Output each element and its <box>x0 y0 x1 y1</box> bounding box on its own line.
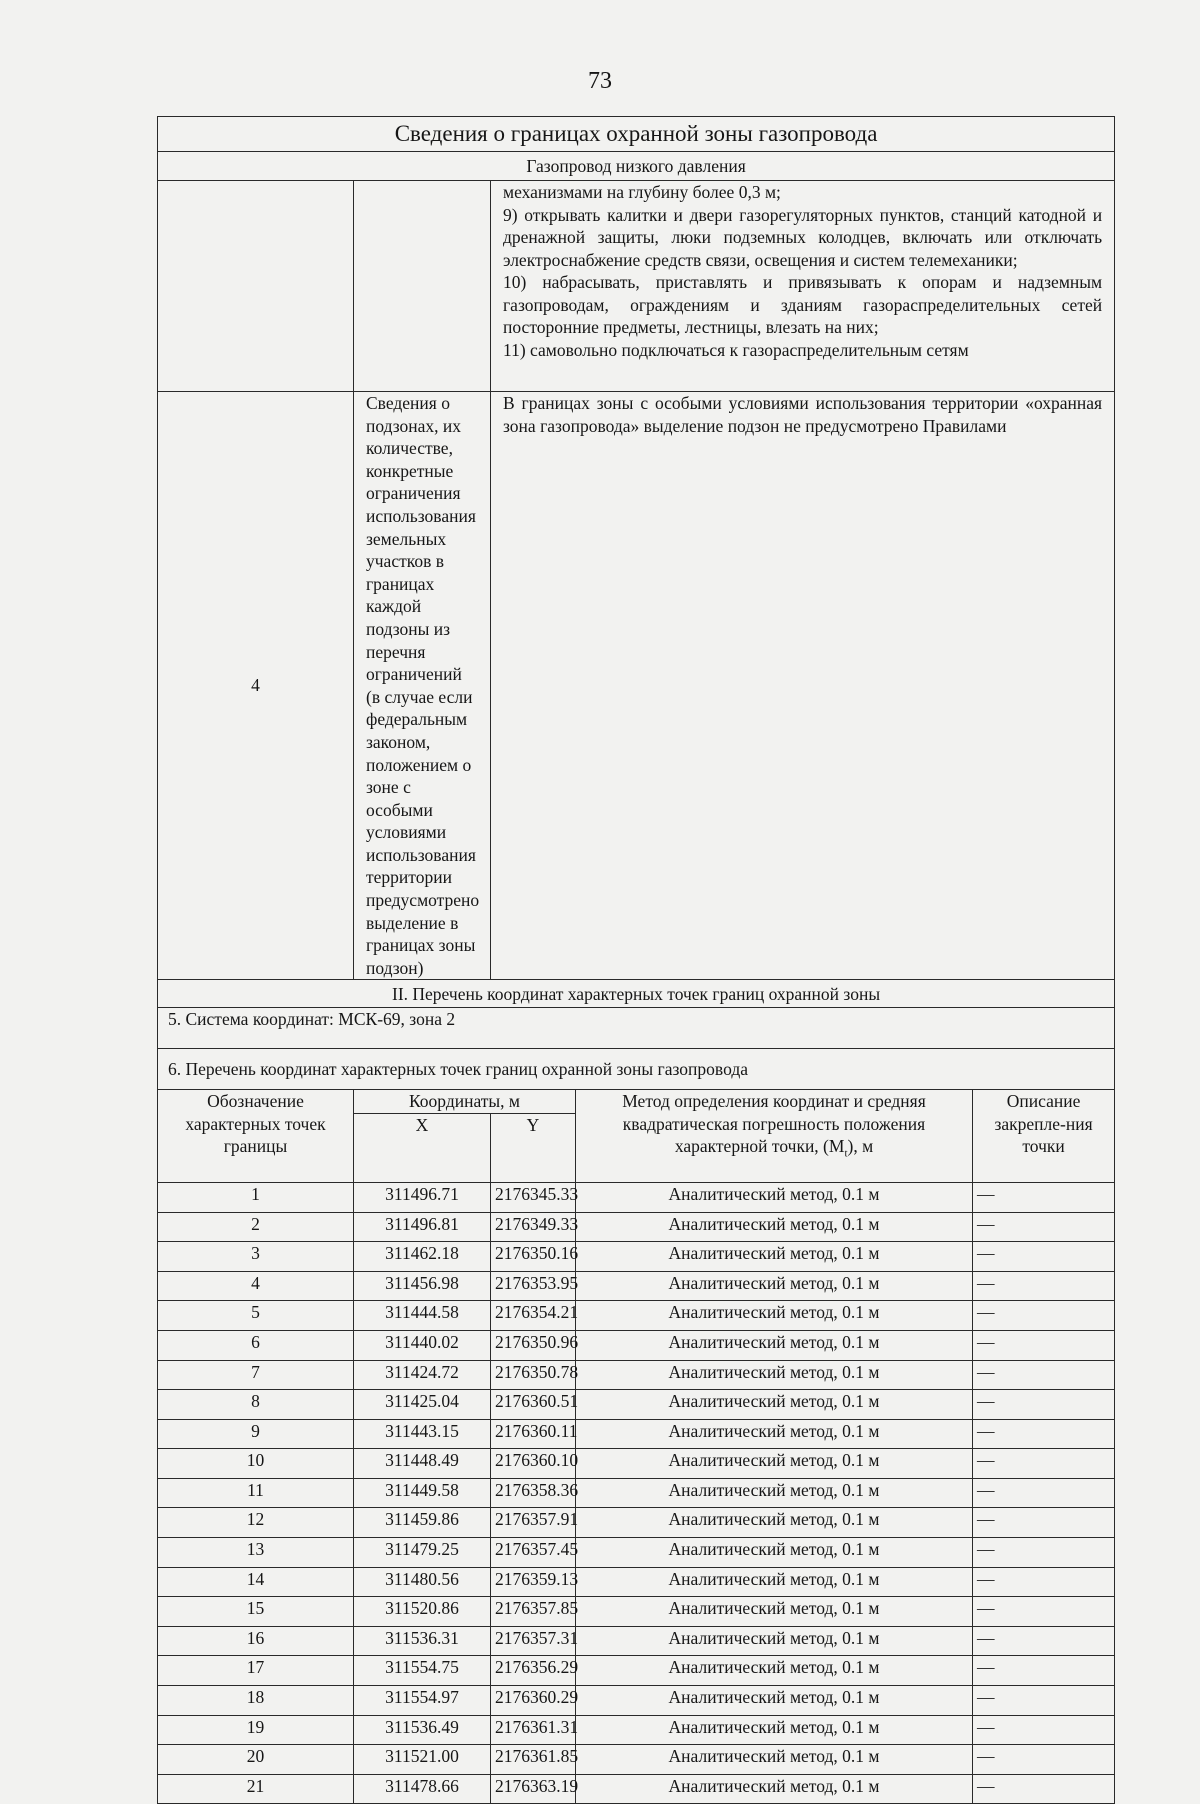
table-row <box>158 1478 1115 1508</box>
restriction-line: механизмами на глубину более 0,3 м; <box>503 182 781 202</box>
method-cell: Аналитический метод, 0.1 м <box>576 1686 973 1716</box>
coord-y: 2176350.96 <box>491 1330 576 1360</box>
coord-y: 2176360.51 <box>491 1390 576 1420</box>
table-row <box>158 1626 1115 1656</box>
table-row <box>158 1538 1115 1568</box>
description-cell: — <box>973 1478 1115 1508</box>
table-subtitle: Газопровод низкого давления <box>158 152 1115 181</box>
subzone-row <box>158 392 1115 980</box>
coord-x: 311449.58 <box>354 1478 491 1508</box>
coord-x: 311520.86 <box>354 1597 491 1627</box>
coord-x: 311496.81 <box>354 1212 491 1242</box>
coord-y: 2176345.33 <box>491 1182 576 1212</box>
restriction-line: 9) открывать калитки и двери газорегуляторных пунктов, станций катодной и дренажной защиты, люки подземных колодцев, включать или отключать электроснабжение средств связи, освещения и систем телемеханики; <box>503 204 1103 270</box>
header-point: Обозначение характерных точек границы <box>158 1090 354 1183</box>
table-row <box>158 1301 1115 1331</box>
subzone-label: Сведения о подзонах, их количестве, конкретные ограничения использования земельных участков в границах каждой подзоны из перечня ограничений (в случае если федеральным законом, положением о зоне с особыми условиями использования территории предусмотрено выделение в границах зоны подзон) <box>354 392 491 980</box>
coord-y: 2176350.78 <box>491 1360 576 1390</box>
coord-y: 2176349.33 <box>491 1212 576 1242</box>
description-cell: — <box>973 1212 1115 1242</box>
description-cell: — <box>973 1360 1115 1390</box>
point-number: 5 <box>158 1301 354 1331</box>
table-row <box>158 1567 1115 1597</box>
description-cell: — <box>973 1271 1115 1301</box>
method-cell: Аналитический метод, 0.1 м <box>576 1242 973 1272</box>
row-number-cell <box>158 181 354 392</box>
coord-x: 311459.86 <box>354 1508 491 1538</box>
point-number: 1 <box>158 1182 354 1212</box>
description-cell: — <box>973 1330 1115 1360</box>
method-cell: Аналитический метод, 0.1 м <box>576 1419 973 1449</box>
method-cell: Аналитический метод, 0.1 м <box>576 1745 973 1775</box>
subzone-value: В границах зоны с особыми условиями использования территории «охранная зона газопровода» выделение подзон не предусмотрено Правилами <box>491 392 1115 980</box>
coord-x: 311443.15 <box>354 1419 491 1449</box>
table-row <box>158 1242 1115 1272</box>
method-cell: Аналитический метод, 0.1 м <box>576 1478 973 1508</box>
coord-y: 2176363.19 <box>491 1774 576 1804</box>
coord-system: 5. Система координат: МСК-69, зона 2 <box>158 1008 1115 1049</box>
point-number: 3 <box>158 1242 354 1272</box>
point-number: 20 <box>158 1745 354 1775</box>
method-cell: Аналитический метод, 0.1 м <box>576 1360 973 1390</box>
coord-x: 311521.00 <box>354 1745 491 1775</box>
coord-x: 311478.66 <box>354 1774 491 1804</box>
description-cell: — <box>973 1390 1115 1420</box>
coord-y: 2176357.45 <box>491 1538 576 1568</box>
table-row <box>158 1745 1115 1775</box>
table-row <box>158 1182 1115 1212</box>
coord-y: 2176357.31 <box>491 1626 576 1656</box>
point-number: 15 <box>158 1597 354 1627</box>
coord-y: 2176353.95 <box>491 1271 576 1301</box>
table-row <box>158 1656 1115 1686</box>
coord-x: 311456.98 <box>354 1271 491 1301</box>
point-number: 4 <box>158 1271 354 1301</box>
point-number: 14 <box>158 1567 354 1597</box>
point-number: 12 <box>158 1508 354 1538</box>
description-cell: — <box>973 1242 1115 1272</box>
description-cell: — <box>973 1626 1115 1656</box>
table-title: Сведения о границах охранной зоны газопровода <box>158 117 1115 152</box>
description-cell: — <box>973 1686 1115 1716</box>
point-number: 9 <box>158 1419 354 1449</box>
method-cell: Аналитический метод, 0.1 м <box>576 1212 973 1242</box>
table-row <box>158 1271 1115 1301</box>
point-number: 16 <box>158 1626 354 1656</box>
table-row <box>158 1360 1115 1390</box>
header-description: Описание закрепле-ния точки <box>973 1090 1115 1183</box>
table-row <box>158 1686 1115 1716</box>
description-cell: — <box>973 1419 1115 1449</box>
method-cell: Аналитический метод, 0.1 м <box>576 1774 973 1804</box>
point-number: 17 <box>158 1656 354 1686</box>
table-row <box>158 1715 1115 1745</box>
coord-y: 2176360.11 <box>491 1419 576 1449</box>
restriction-line: 10) набрасывать, приставлять и привязывать к опорам и надземным газопроводам, ограждениям и зданиям газораспределительных сетей посторонние предметы, лестницы, влезать на них; <box>503 272 1103 337</box>
table-row <box>158 1774 1115 1804</box>
row-number: 4 <box>158 392 354 980</box>
table-row <box>158 1390 1115 1420</box>
description-cell: — <box>973 1508 1115 1538</box>
description-cell: — <box>973 1567 1115 1597</box>
coords-header-row <box>158 1090 1115 1114</box>
description-cell: — <box>973 1597 1115 1627</box>
section-title: II. Перечень координат характерных точек границ охранной зоны <box>158 980 1115 1008</box>
coord-x: 311536.31 <box>354 1626 491 1656</box>
description-cell: — <box>973 1301 1115 1331</box>
method-cell: Аналитический метод, 0.1 м <box>576 1301 973 1331</box>
method-cell: Аналитический метод, 0.1 м <box>576 1567 973 1597</box>
coord-y: 2176360.29 <box>491 1686 576 1716</box>
restrictions-continuation <box>491 181 1115 392</box>
table-row <box>158 1330 1115 1360</box>
method-cell: Аналитический метод, 0.1 м <box>576 1538 973 1568</box>
method-cell: Аналитический метод, 0.1 м <box>576 1390 973 1420</box>
coord-x: 311440.02 <box>354 1330 491 1360</box>
page-number: 73 <box>588 68 612 94</box>
coord-x: 311479.25 <box>354 1538 491 1568</box>
description-cell: — <box>973 1182 1115 1212</box>
coord-y: 2176360.10 <box>491 1449 576 1479</box>
coord-y: 2176357.91 <box>491 1508 576 1538</box>
restriction-line: 11) самовольно подключаться к газораспределительным сетям <box>503 339 969 360</box>
point-number: 8 <box>158 1390 354 1420</box>
method-cell: Аналитический метод, 0.1 м <box>576 1597 973 1627</box>
header-x: X <box>354 1113 491 1182</box>
description-cell: — <box>973 1656 1115 1686</box>
header-y: Y <box>491 1113 576 1182</box>
coord-x: 311496.71 <box>354 1182 491 1212</box>
point-number: 11 <box>158 1478 354 1508</box>
point-number: 21 <box>158 1774 354 1804</box>
coord-x: 311536.49 <box>354 1715 491 1745</box>
description-cell: — <box>973 1449 1115 1479</box>
coord-x: 311462.18 <box>354 1242 491 1272</box>
method-cell: Аналитический метод, 0.1 м <box>576 1715 973 1745</box>
coord-x: 311554.97 <box>354 1686 491 1716</box>
coord-x: 311424.72 <box>354 1360 491 1390</box>
method-cell: Аналитический метод, 0.1 м <box>576 1508 973 1538</box>
point-number: 10 <box>158 1449 354 1479</box>
method-cell: Аналитический метод, 0.1 м <box>576 1271 973 1301</box>
coord-y: 2176361.31 <box>491 1715 576 1745</box>
coord-x: 311554.75 <box>354 1656 491 1686</box>
table-row <box>158 1508 1115 1538</box>
description-cell: — <box>973 1715 1115 1745</box>
point-number: 7 <box>158 1360 354 1390</box>
coord-x: 311425.04 <box>354 1390 491 1420</box>
coord-y: 2176350.16 <box>491 1242 576 1272</box>
coord-x: 311480.56 <box>354 1567 491 1597</box>
continuation-row <box>158 181 1115 392</box>
coord-y: 2176359.13 <box>491 1567 576 1597</box>
boundary-info-table <box>157 116 1115 1804</box>
point-number: 6 <box>158 1330 354 1360</box>
header-method: Метод определения координат и средняя квадратическая погрешность положения характерной точки, $(M_t)$, м <box>576 1090 973 1183</box>
row-label-cell <box>354 181 491 392</box>
method-cell: Аналитический метод, 0.1 м <box>576 1449 973 1479</box>
point-number: 18 <box>158 1686 354 1716</box>
coord-y: 2176356.29 <box>491 1656 576 1686</box>
coord-y: 2176357.85 <box>491 1597 576 1627</box>
point-number: 13 <box>158 1538 354 1568</box>
table-row <box>158 1212 1115 1242</box>
coord-x: 311444.58 <box>354 1301 491 1331</box>
coord-y: 2176354.21 <box>491 1301 576 1331</box>
method-cell: Аналитический метод, 0.1 м <box>576 1182 973 1212</box>
point-number: 19 <box>158 1715 354 1745</box>
table-row <box>158 1597 1115 1627</box>
header-coords: Координаты, м <box>354 1090 576 1114</box>
table-row <box>158 1449 1115 1479</box>
method-cell: Аналитический метод, 0.1 м <box>576 1656 973 1686</box>
description-cell: — <box>973 1774 1115 1804</box>
coord-x: 311448.49 <box>354 1449 491 1479</box>
table-row <box>158 1419 1115 1449</box>
coord-y: 2176361.85 <box>491 1745 576 1775</box>
method-cell: Аналитический метод, 0.1 м <box>576 1626 973 1656</box>
method-cell: Аналитический метод, 0.1 м <box>576 1330 973 1360</box>
coord-list-title: 6. Перечень координат характерных точек границ охранной зоны газопровода <box>158 1049 1115 1090</box>
point-number: 2 <box>158 1212 354 1242</box>
coord-y: 2176358.36 <box>491 1478 576 1508</box>
description-cell: — <box>973 1745 1115 1775</box>
description-cell: — <box>973 1538 1115 1568</box>
